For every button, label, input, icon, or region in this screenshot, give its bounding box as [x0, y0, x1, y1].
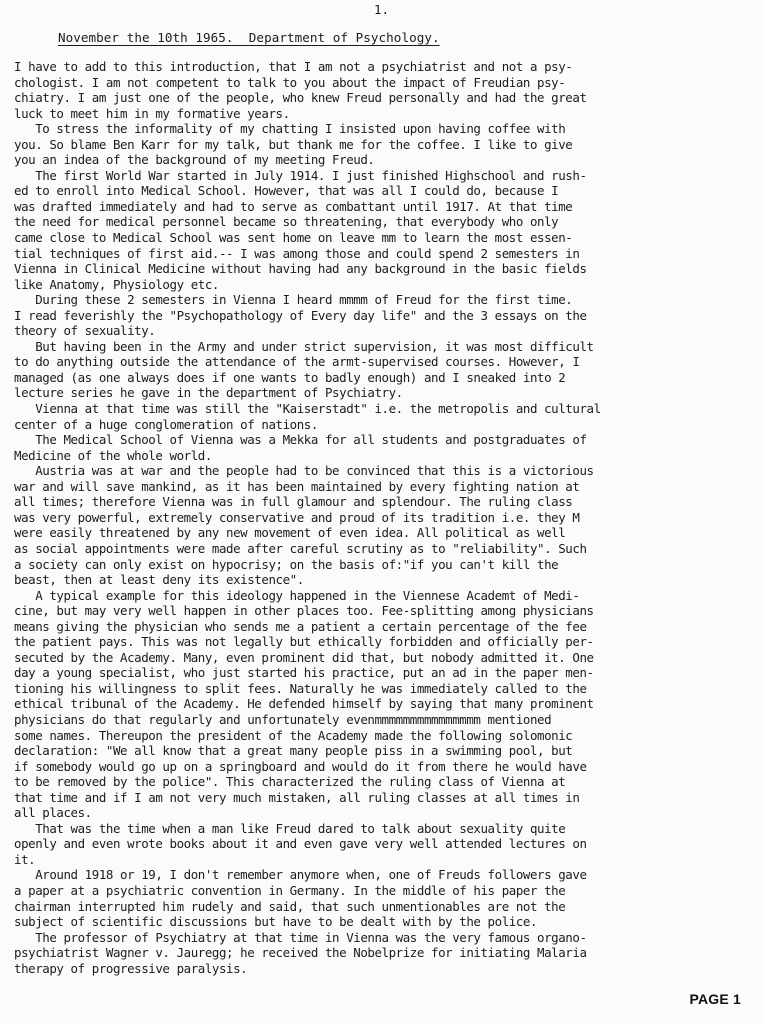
text-line: openly and even wrote books about it and even gave very well attended lectures on — [14, 836, 587, 852]
text-line: all times; therefore Vienna was in full glamour and splendour. The ruling class — [14, 494, 573, 510]
text-line: managed (as one always does if one wants to badly enough) and I sneaked into 2 — [14, 369, 566, 385]
text-line: luck to meet him in my formative years. — [14, 105, 290, 121]
text-line: chairman interrupted him rudely and said, that such unmentionables are not the — [14, 898, 566, 914]
text-line: a society can only exist on hypocrisy; on the basis of:"if you can't kill the — [14, 556, 559, 572]
text-line: lecture series he gave in the department of Psychiatry. — [14, 385, 403, 401]
text-line: Medicine of the whole world. — [14, 447, 212, 463]
text-line: a paper at a psychiatric convention in Germany. In the middle of his paper the — [14, 882, 566, 898]
text-line: was very powerful, extremely conservative and proud of its tradition i.e. they M — [14, 509, 580, 525]
text-line: subject of scientific discussions but have to be dealt with by the police. — [14, 914, 538, 930]
text-line: came close to Medical School was sent home on leave mm to learn the most essen- — [14, 230, 573, 246]
text-line: center of a huge conglomeration of nations. — [14, 416, 318, 432]
text-line: cine, but may very well happen in other places too. Fee-splitting among physicians — [14, 603, 594, 619]
document-heading: November the 10th 1965. Department of Psychology. — [58, 30, 440, 45]
text-line: A typical example for this ideology happened in the Viennese Academt of Medi- — [14, 587, 580, 603]
text-line: to be removed by the police". This characterized the ruling class of Vienna at — [14, 774, 566, 790]
text-line: was drafted immediately and had to serve as combattant until 1917. At that time — [14, 198, 573, 214]
text-line: tial techniques of first aid.-- I was among those and could spend 2 semesters in — [14, 245, 580, 261]
text-line: you. So blame Ben Karr for my talk, but thank me for the coffee. I like to give — [14, 136, 573, 152]
text-line: The first World War started in July 1914. I just finished Highschool and rush- — [14, 167, 587, 183]
text-line: declaration: "We all know that a great many people piss in a swimming pool, but — [14, 743, 573, 759]
text-line: I have to add to this introduction, that I am not a psychiatrist and not a psy- — [14, 59, 573, 74]
text-line: chiatry. I am just one of the people, who knew Freud personally and had the great — [14, 90, 587, 106]
text-line: The professor of Psychiatry at that time in Vienna was the very famous organo- — [14, 929, 587, 945]
text-line: I read feverishly the "Psychopathology of Every day life" and the 3 essays on the — [14, 307, 587, 323]
text-line: were easily threatened by any new movement of even idea. All political as well — [14, 525, 566, 541]
text-line: chologist. I am not competent to talk to you about the impact of Freudian psy- — [14, 74, 566, 90]
text-line: means giving the physician who sends me a patient a certain percentage of the fee — [14, 618, 587, 634]
text-line: During these 2 semesters in Vienna I heard mmmm of Freud for the first time. — [14, 292, 573, 308]
document-body — [14, 59, 754, 976]
text-line: psychiatrist Wagner v. Jauregg; he received the Nobelprize for initiating Malaria — [14, 945, 587, 961]
text-line: the patient pays. This was not legally but ethically forbidden and officially per- — [14, 634, 594, 650]
text-line: Austria was at war and the people had to be convinced that this is a victorious — [14, 463, 594, 479]
text-line: some names. Thereupon the president of the Academy made the following solomonic — [14, 727, 573, 743]
page-number: 1. — [373, 2, 390, 17]
text-line: beast, then at least deny its existence". — [14, 572, 304, 588]
text-line: therapy of progressive paralysis. — [14, 960, 248, 976]
text-line: like Anatomy, Physiology etc. — [14, 276, 219, 292]
text-line: ed to enroll into Medical School. However, that was all I could do, because I — [14, 183, 559, 199]
text-line: day a young specialist, who just started his practice, put an ad in the paper men- — [14, 665, 594, 681]
text-line: you an indea of the background of my meeting Freud. — [14, 152, 375, 168]
text-line: if somebody would go up on a springboard and would do it from there he would have — [14, 758, 587, 774]
text-line: the need for medical personnel became so threatening, that everybody who only — [14, 214, 559, 230]
text-line: war and will save mankind, as it has been maintained by every fighting nation at — [14, 478, 580, 494]
text-line: tioning his willingness to split fees. Naturally he was immediately called to the — [14, 680, 587, 696]
text-line: To stress the informality of my chatting I insisted upon having coffee with — [14, 121, 566, 137]
text-line: physicians do that regularly and unfortunately evenmmmmmmmmmmmmmmm mentioned — [14, 711, 552, 727]
text-line: Vienna in Clinical Medicine without having had any background in the basic fields — [14, 261, 587, 277]
text-line: The Medical School of Vienna was a Mekka for all students and postgraduates of — [14, 432, 587, 448]
text-line: it. — [14, 851, 36, 867]
text-line: theory of sexuality. — [14, 323, 156, 339]
text-line: all places. — [14, 805, 92, 821]
text-line: That was the time when a man like Freud dared to talk about sexuality quite — [14, 820, 566, 836]
text-line: But having been in the Army and under strict supervision, it was most difficult — [14, 338, 594, 354]
text-line: that time and if I am not very much mistaken, all ruling classes at all times in — [14, 789, 580, 805]
text-line: to do anything outside the attendance of the armt-supervised courses. However, I — [14, 354, 580, 370]
page-footer-label: PAGE 1 — [689, 991, 741, 1007]
text-line: Vienna at that time was still the "Kaiserstadt" i.e. the metropolis and cultural — [14, 401, 601, 417]
text-line: Around 1918 or 19, I don't remember anymore when, one of Freuds followers gave — [14, 867, 587, 883]
text-line: as social appointments were made after careful scrutiny as to "reliability". Such — [14, 540, 587, 556]
text-line: secuted by the Academy. Many, even prominent did that, but nobody admitted it. One — [14, 649, 594, 665]
text-line: ethical tribunal of the Academy. He defended himself by saying that many prominent — [14, 696, 594, 712]
